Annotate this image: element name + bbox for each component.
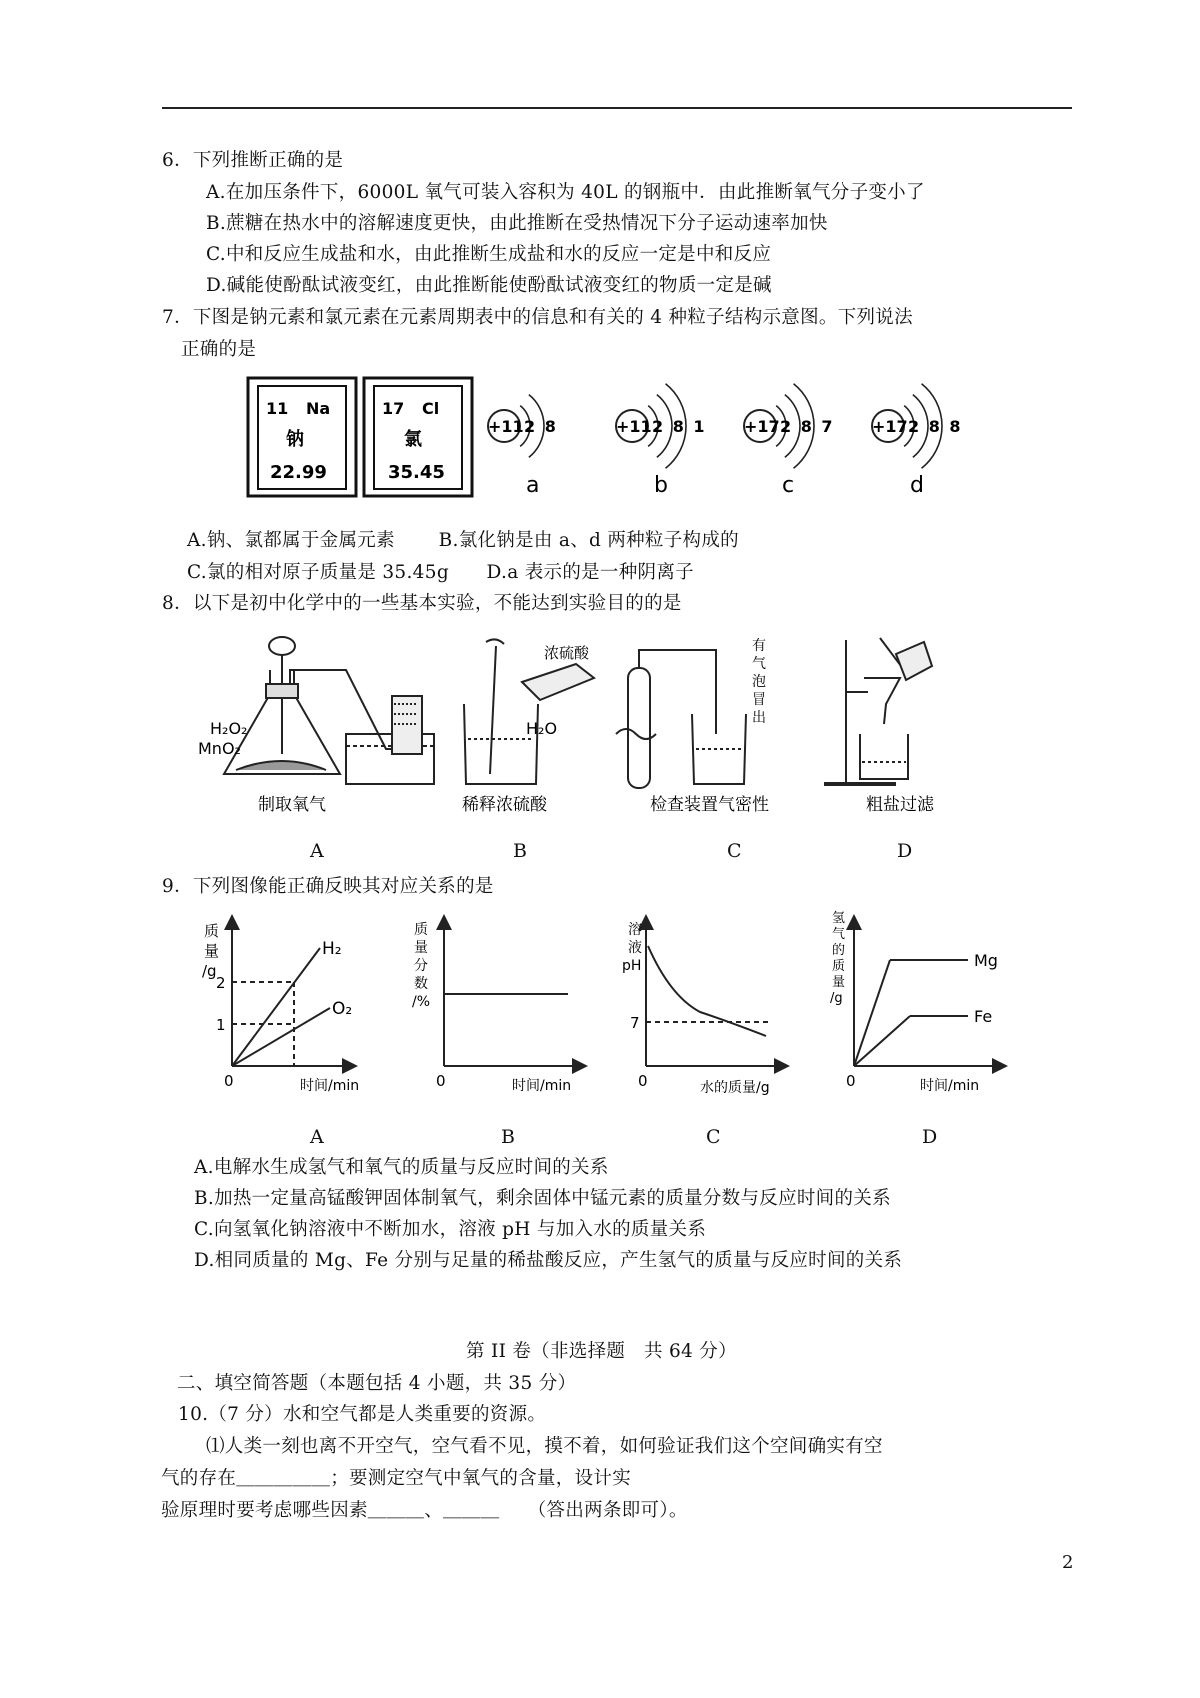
q9-stem: 9．下列图像能正确反映其对应关系的是 bbox=[162, 876, 494, 897]
graph-c-tick-7: 7 bbox=[630, 1014, 640, 1032]
graph-d-series-mg: Mg bbox=[974, 951, 998, 970]
graph-a-origin: 0 bbox=[224, 1072, 234, 1090]
graph-d-ylabel-4: 质 bbox=[832, 959, 846, 974]
q9-figure bbox=[200, 906, 1040, 1106]
part2-section: 二、填空简答题（本题包括 4 小题，共 35 分） bbox=[177, 1373, 577, 1394]
graph-d-series-fe: Fe bbox=[974, 1007, 993, 1026]
experiment-c-apparatus bbox=[616, 650, 746, 788]
na-name: 钠 bbox=[286, 429, 304, 450]
graph-a-series-o2: O₂ bbox=[332, 999, 353, 1019]
graph-c-origin: 0 bbox=[638, 1072, 648, 1090]
cl-number: 17 bbox=[382, 399, 405, 418]
sodium-card bbox=[248, 378, 356, 496]
nucleus-charge: +11 bbox=[488, 417, 524, 436]
graph-a-ylabel-3: /g bbox=[202, 962, 217, 980]
graph-c-axes bbox=[646, 922, 782, 1066]
electron-counts: 2 8 1 bbox=[652, 417, 707, 436]
q9-option-c: C.向氢氧化钠溶液中不断加水，溶液 pH 与加入水的质量关系 bbox=[194, 1219, 707, 1240]
q10-stem: 10.（7 分）水和空气都是人类重要的资源。 bbox=[178, 1404, 547, 1425]
q9-option-d: D.相同质量的 Mg、Fe 分别与足量的稀盐酸反应，产生氢气的质量与反应时间的关系 bbox=[194, 1250, 903, 1271]
caption-c: 检查装置气密性 bbox=[650, 795, 769, 815]
nucleus-charge: +17 bbox=[744, 417, 780, 436]
exp-letter-c: C bbox=[727, 840, 742, 862]
graph-d-ylabel-1: 氢 bbox=[832, 911, 846, 926]
graph-d-xlabel: 时间/min bbox=[920, 1078, 980, 1094]
particle-d bbox=[872, 384, 963, 498]
graph-letter-c: C bbox=[706, 1126, 721, 1148]
caption-b: 稀释浓硫酸 bbox=[462, 795, 547, 815]
q7-figure bbox=[240, 374, 970, 502]
graph-d-axes bbox=[854, 922, 1000, 1066]
graph-a-tick-2: 2 bbox=[216, 974, 226, 992]
electron-counts: 2 8 bbox=[524, 417, 558, 436]
q6-option-a: A.在加压条件下，6000L 氧气可装入容积为 40L 的钢瓶中．由此推断氧气分子变小了 bbox=[206, 182, 925, 203]
graph-b-axes bbox=[444, 922, 580, 1066]
graph-b-ylabel-2: 量 bbox=[414, 940, 428, 956]
cl-symbol: Cl bbox=[422, 399, 440, 418]
h2o2-label: H₂O₂ bbox=[210, 719, 248, 738]
mno2-label: MnO₂ bbox=[198, 739, 241, 758]
graph-c-ylabel-3: pH bbox=[622, 958, 642, 974]
graph-d-ylabel-2: 气 bbox=[832, 927, 846, 942]
graph-d-ylabel-6: /g bbox=[830, 991, 843, 1006]
exp-letter-b: B bbox=[513, 840, 527, 862]
chlorine-card bbox=[364, 378, 472, 496]
bubble-label-1: 有 bbox=[752, 638, 766, 654]
graph-a-xlabel: 时间/min bbox=[300, 1078, 360, 1094]
caption-d: 粗盐过滤 bbox=[866, 795, 934, 815]
q6-option-d: D.碱能使酚酞试液变红，由此推断能使酚酞试液变红的物质一定是碱 bbox=[206, 275, 772, 296]
q8-stem: 8．以下是初中化学中的一些基本实验，不能达到实验目的的是 bbox=[162, 593, 682, 614]
graph-b-origin: 0 bbox=[436, 1072, 446, 1090]
electron-counts: 2 8 8 bbox=[908, 417, 963, 436]
na-mass: 22.99 bbox=[270, 462, 327, 483]
page-number: 2 bbox=[1062, 1552, 1074, 1573]
graph-letter-d: D bbox=[922, 1126, 938, 1148]
graph-d-origin: 0 bbox=[846, 1072, 856, 1090]
graph-a-series-h2: H₂ bbox=[322, 939, 342, 959]
q6-option-c: C.中和反应生成盐和水，由此推断生成盐和水的反应一定是中和反应 bbox=[206, 244, 772, 265]
graph-c-ylabel-1: 溶 bbox=[628, 922, 642, 938]
graph-a-lines bbox=[232, 948, 330, 1066]
q10-part1-line2: 气的存在＿＿＿＿＿；要测定空气中氧气的含量，设计实 bbox=[161, 1468, 632, 1489]
graph-a-tick-1: 1 bbox=[216, 1016, 226, 1034]
q7-options-1: A.钠、氯都属于金属元素 B.氯化钠是由 a、d 两种粒子构成的 bbox=[187, 530, 739, 551]
graph-b-ylabel-4: 数 bbox=[414, 976, 428, 992]
q6-stem: 6．下列推断正确的是 bbox=[162, 150, 344, 171]
graph-letter-b: B bbox=[501, 1126, 515, 1148]
graph-d-ylabel-3: 的 bbox=[832, 943, 846, 958]
q9-option-b: B.加热一定量高锰酸钾固体制氧气，剩余固体中锰元素的质量分数与反应时间的关系 bbox=[194, 1188, 891, 1209]
q10-part1-line1: ⑴人类一刻也离不开空气，空气看不见，摸不着，如何验证我们这个空间确实有空 bbox=[206, 1436, 883, 1457]
nucleus-charge: +17 bbox=[872, 417, 908, 436]
caption-a: 制取氧气 bbox=[258, 795, 326, 815]
bubble-label-5: 出 bbox=[752, 710, 766, 726]
q7-stem-cont: 正确的是 bbox=[181, 339, 257, 360]
graph-b-ylabel-1: 质 bbox=[414, 922, 428, 938]
graph-b-ylabel-5: /% bbox=[412, 994, 431, 1010]
water-label: H₂O bbox=[526, 719, 558, 738]
experiment-a-apparatus bbox=[224, 637, 434, 784]
bubble-label-3: 泡 bbox=[752, 674, 766, 690]
q6-option-b: B.蔗糖在热水中的溶解速度更快，由此推断在受热情况下分子运动速率加快 bbox=[206, 213, 828, 234]
graph-b-xlabel: 时间/min bbox=[512, 1078, 572, 1094]
q9-option-a: A.电解水生成氢气和氧气的质量与反应时间的关系 bbox=[194, 1157, 609, 1178]
graph-a-ylabel-1: 质 bbox=[204, 922, 220, 940]
graph-c-ylabel-2: 液 bbox=[628, 940, 642, 956]
particle-label: c bbox=[782, 473, 795, 498]
particle-a bbox=[488, 395, 558, 498]
exp-letter-d: D bbox=[897, 840, 913, 862]
electron-counts: 2 8 7 bbox=[780, 417, 835, 436]
conc-acid-label: 浓硫酸 bbox=[544, 644, 590, 662]
bubble-label-4: 冒 bbox=[752, 692, 766, 708]
particle-b bbox=[616, 384, 707, 498]
particle-label: a bbox=[526, 473, 540, 498]
part2-title: 第 II 卷（非选择题 共 64 分） bbox=[466, 1341, 737, 1362]
particle-diagrams bbox=[488, 384, 963, 498]
particle-c bbox=[744, 384, 835, 498]
exp-letter-a: A bbox=[310, 840, 324, 862]
experiment-d-apparatus bbox=[824, 638, 932, 784]
graph-c-xlabel: 水的质量/g bbox=[700, 1080, 770, 1096]
q7-options-2: C.氯的相对原子质量是 35.45g D.a 表示的是一种阴离子 bbox=[187, 562, 694, 583]
q10-part1-line3: 验原理时要考虑哪些因素＿＿＿、＿＿＿ （答出两条即可）。 bbox=[161, 1500, 688, 1521]
nucleus-charge: +11 bbox=[616, 417, 652, 436]
cl-name: 氯 bbox=[404, 429, 422, 450]
graph-b-ylabel-3: 分 bbox=[414, 958, 428, 974]
q7-stem: 7．下图是钠元素和氯元素在元素周期表中的信息和有关的 4 种粒子结构示意图。下列说法 bbox=[162, 307, 913, 328]
particle-label: b bbox=[654, 473, 668, 498]
particle-label: d bbox=[910, 473, 924, 498]
q8-figure bbox=[196, 634, 996, 829]
cl-mass: 35.45 bbox=[388, 462, 445, 483]
graph-letter-a: A bbox=[310, 1126, 324, 1148]
na-symbol: Na bbox=[306, 399, 331, 418]
bubble-label-2: 气 bbox=[752, 656, 766, 672]
graph-d-ylabel-5: 量 bbox=[832, 975, 846, 990]
na-number: 11 bbox=[266, 399, 289, 418]
graph-a-ylabel-2: 量 bbox=[204, 942, 220, 960]
header-rule bbox=[162, 107, 1072, 109]
